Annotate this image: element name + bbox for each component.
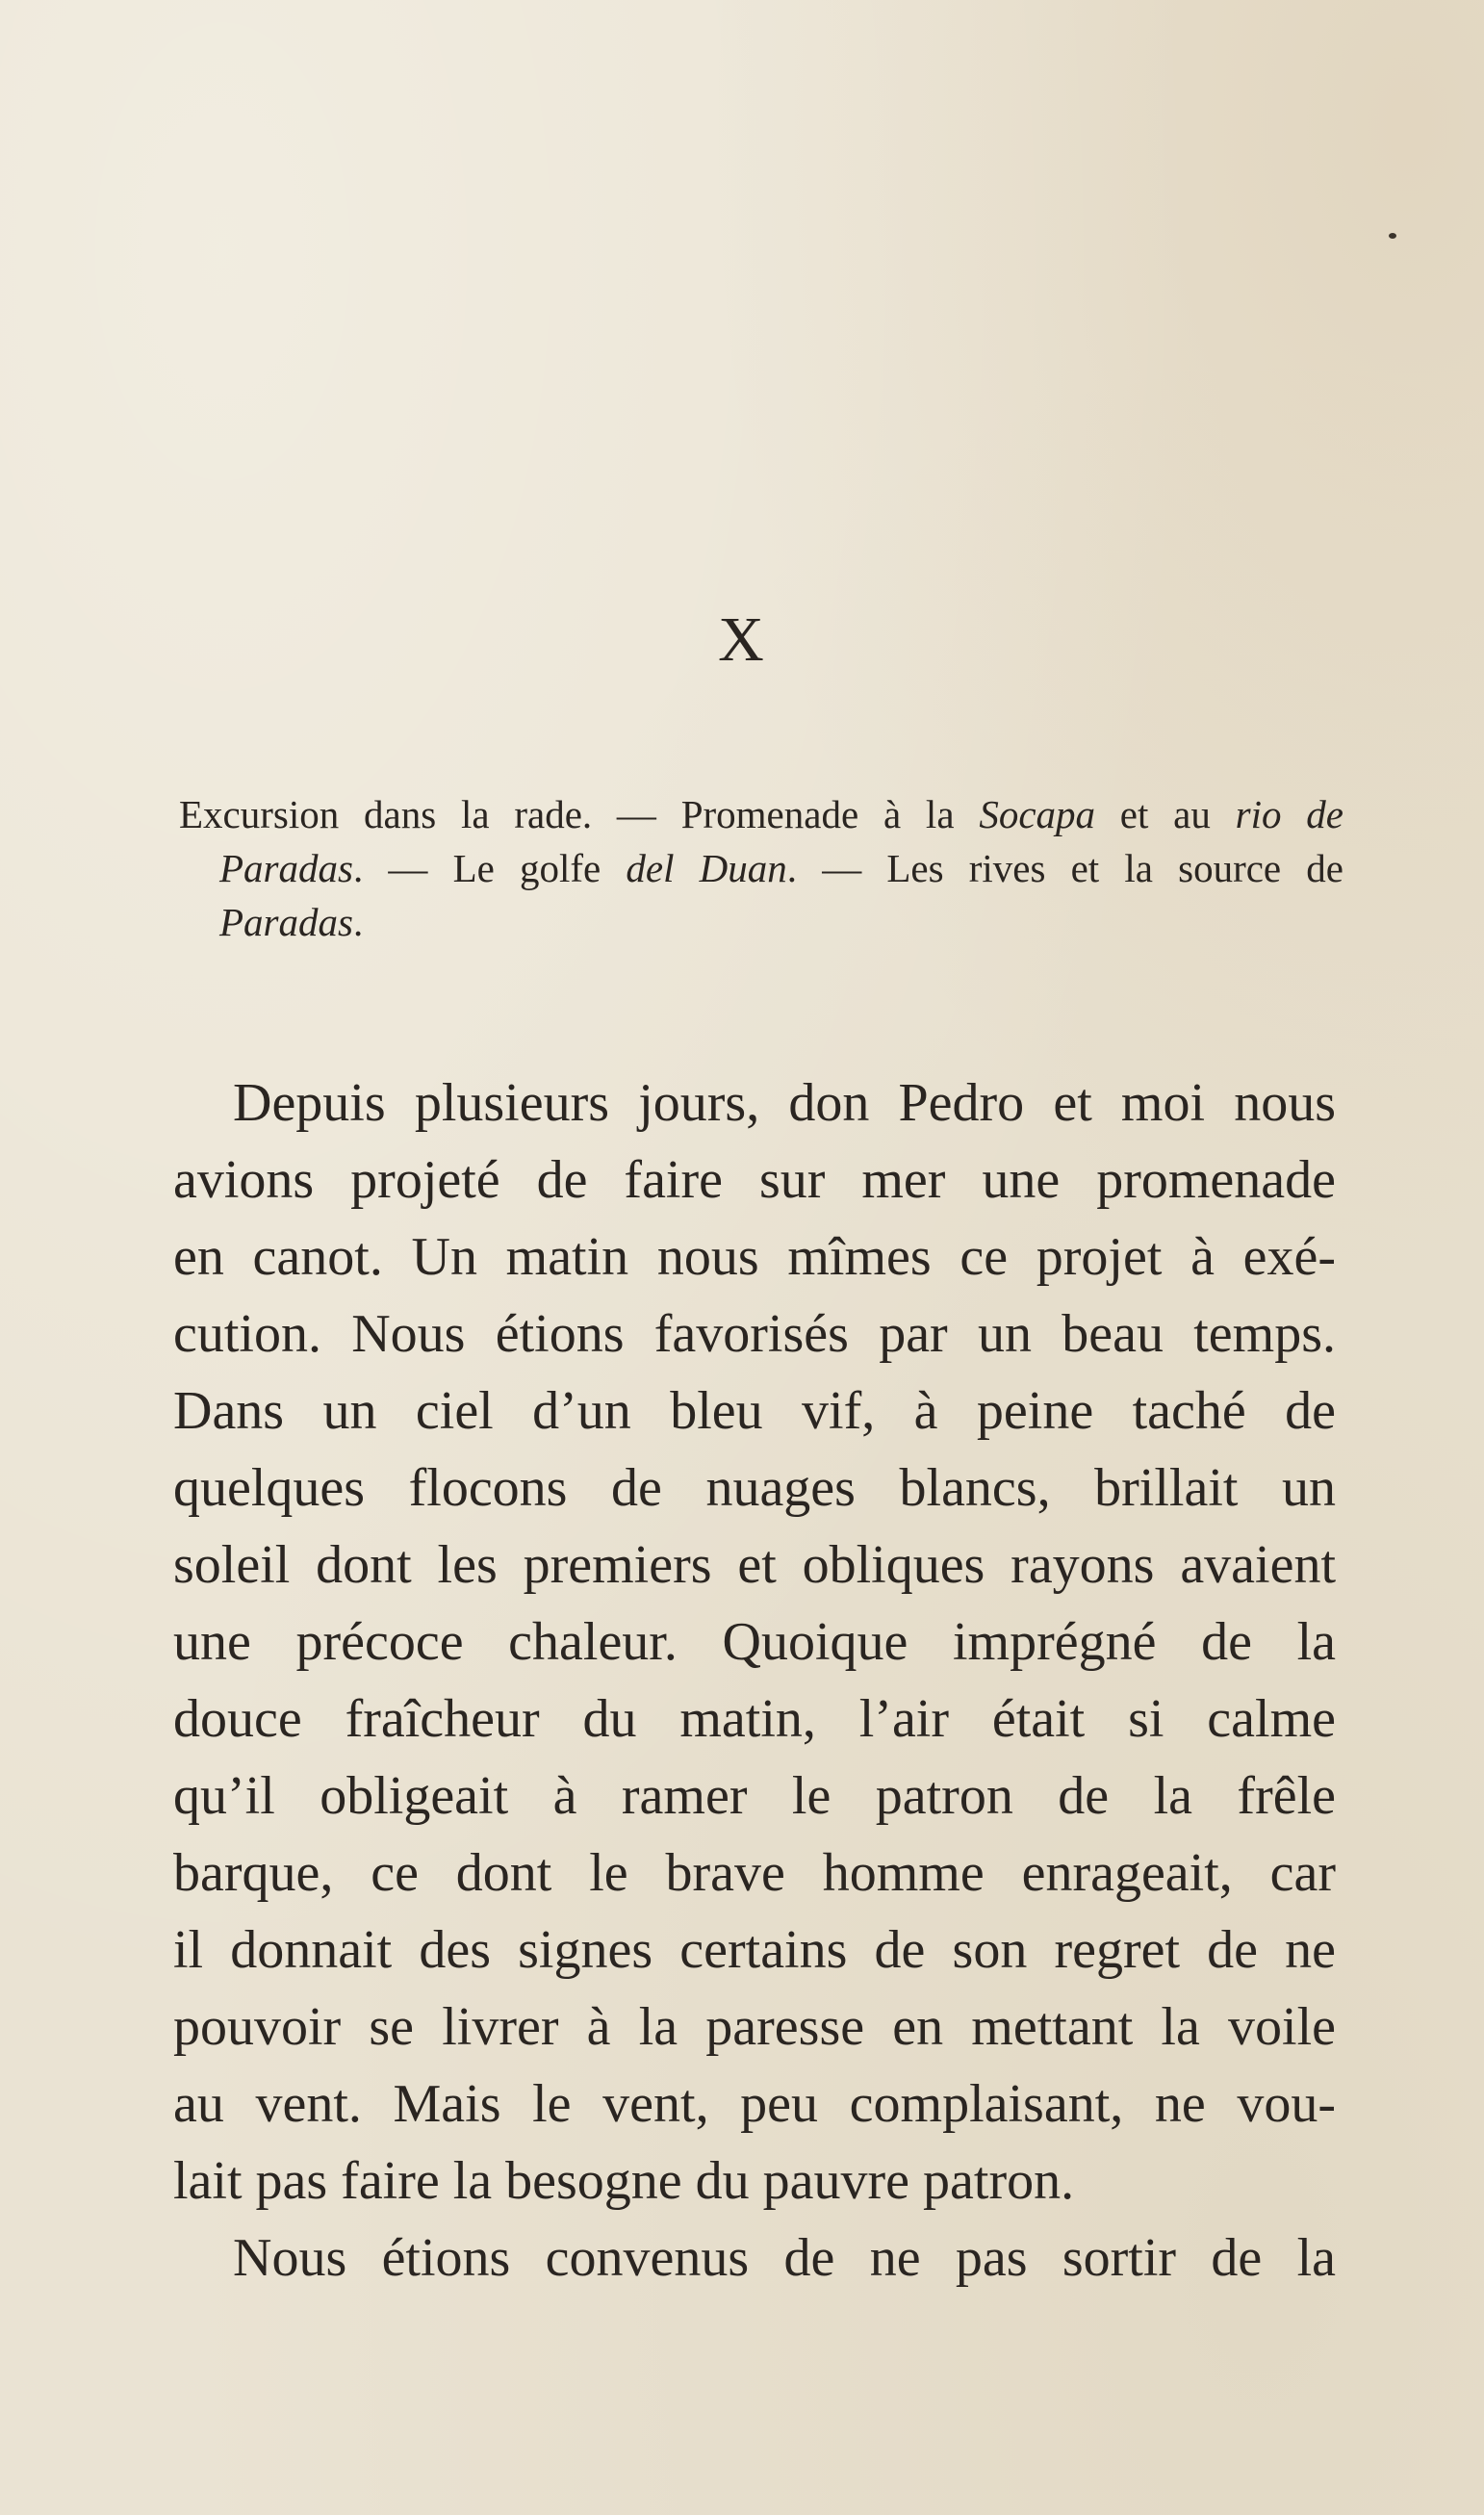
summary-line: Paradas. bbox=[219, 900, 364, 944]
body-text bbox=[173, 1065, 1336, 2297]
text-line: qu’il obligeait à ramer le patron de la frêle bbox=[173, 1766, 1336, 1826]
text-line: douce fraîcheur du matin, l’air était si calme bbox=[173, 1689, 1336, 1749]
text-line: lait pas faire la besogne du pauvre patron. bbox=[173, 2151, 1075, 2211]
text-line: Depuis plusieurs jours, don Pedro et moi nous bbox=[233, 1073, 1336, 1133]
text-line: au vent. Mais le vent, peu complaisant, ne vou- bbox=[173, 2074, 1336, 2134]
text-line: quelques flocons de nuages blancs, brillait un bbox=[173, 1458, 1336, 1518]
summary-line: Paradas. — Le golfe del Duan. — Les rives et la source de bbox=[219, 846, 1343, 890]
text-line: une précoce chaleur. Quoique imprégné de la bbox=[173, 1612, 1336, 1672]
chapter-number: X bbox=[718, 604, 766, 675]
text-line: pouvoir se livrer à la paresse en mettant la voile bbox=[173, 1997, 1336, 2057]
summary-line: Excursion dans la rade. — Promenade à la Socapa et au rio de bbox=[179, 792, 1344, 836]
text-line: en canot. Un matin nous mîmes ce projet à exé- bbox=[173, 1227, 1336, 1287]
text-line: cution. Nous étions favorisés par un beau temps. bbox=[173, 1304, 1336, 1364]
text-line: Nous étions convenus de ne pas sortir de la bbox=[233, 2228, 1336, 2288]
text-line: barque, ce dont le brave homme enrageait, car bbox=[173, 1843, 1336, 1903]
text-line: Dans un ciel d’un bleu vif, à peine taché de bbox=[173, 1381, 1336, 1441]
text-line: il donnait des signes certains de son regret de ne bbox=[173, 1920, 1336, 1980]
text-line: soleil dont les premiers et obliques rayons avaient bbox=[173, 1535, 1336, 1595]
text-line: avions projeté de faire sur mer une promenade bbox=[173, 1150, 1336, 1210]
chapter-summary bbox=[179, 787, 1343, 949]
ink-speck bbox=[1389, 233, 1396, 239]
